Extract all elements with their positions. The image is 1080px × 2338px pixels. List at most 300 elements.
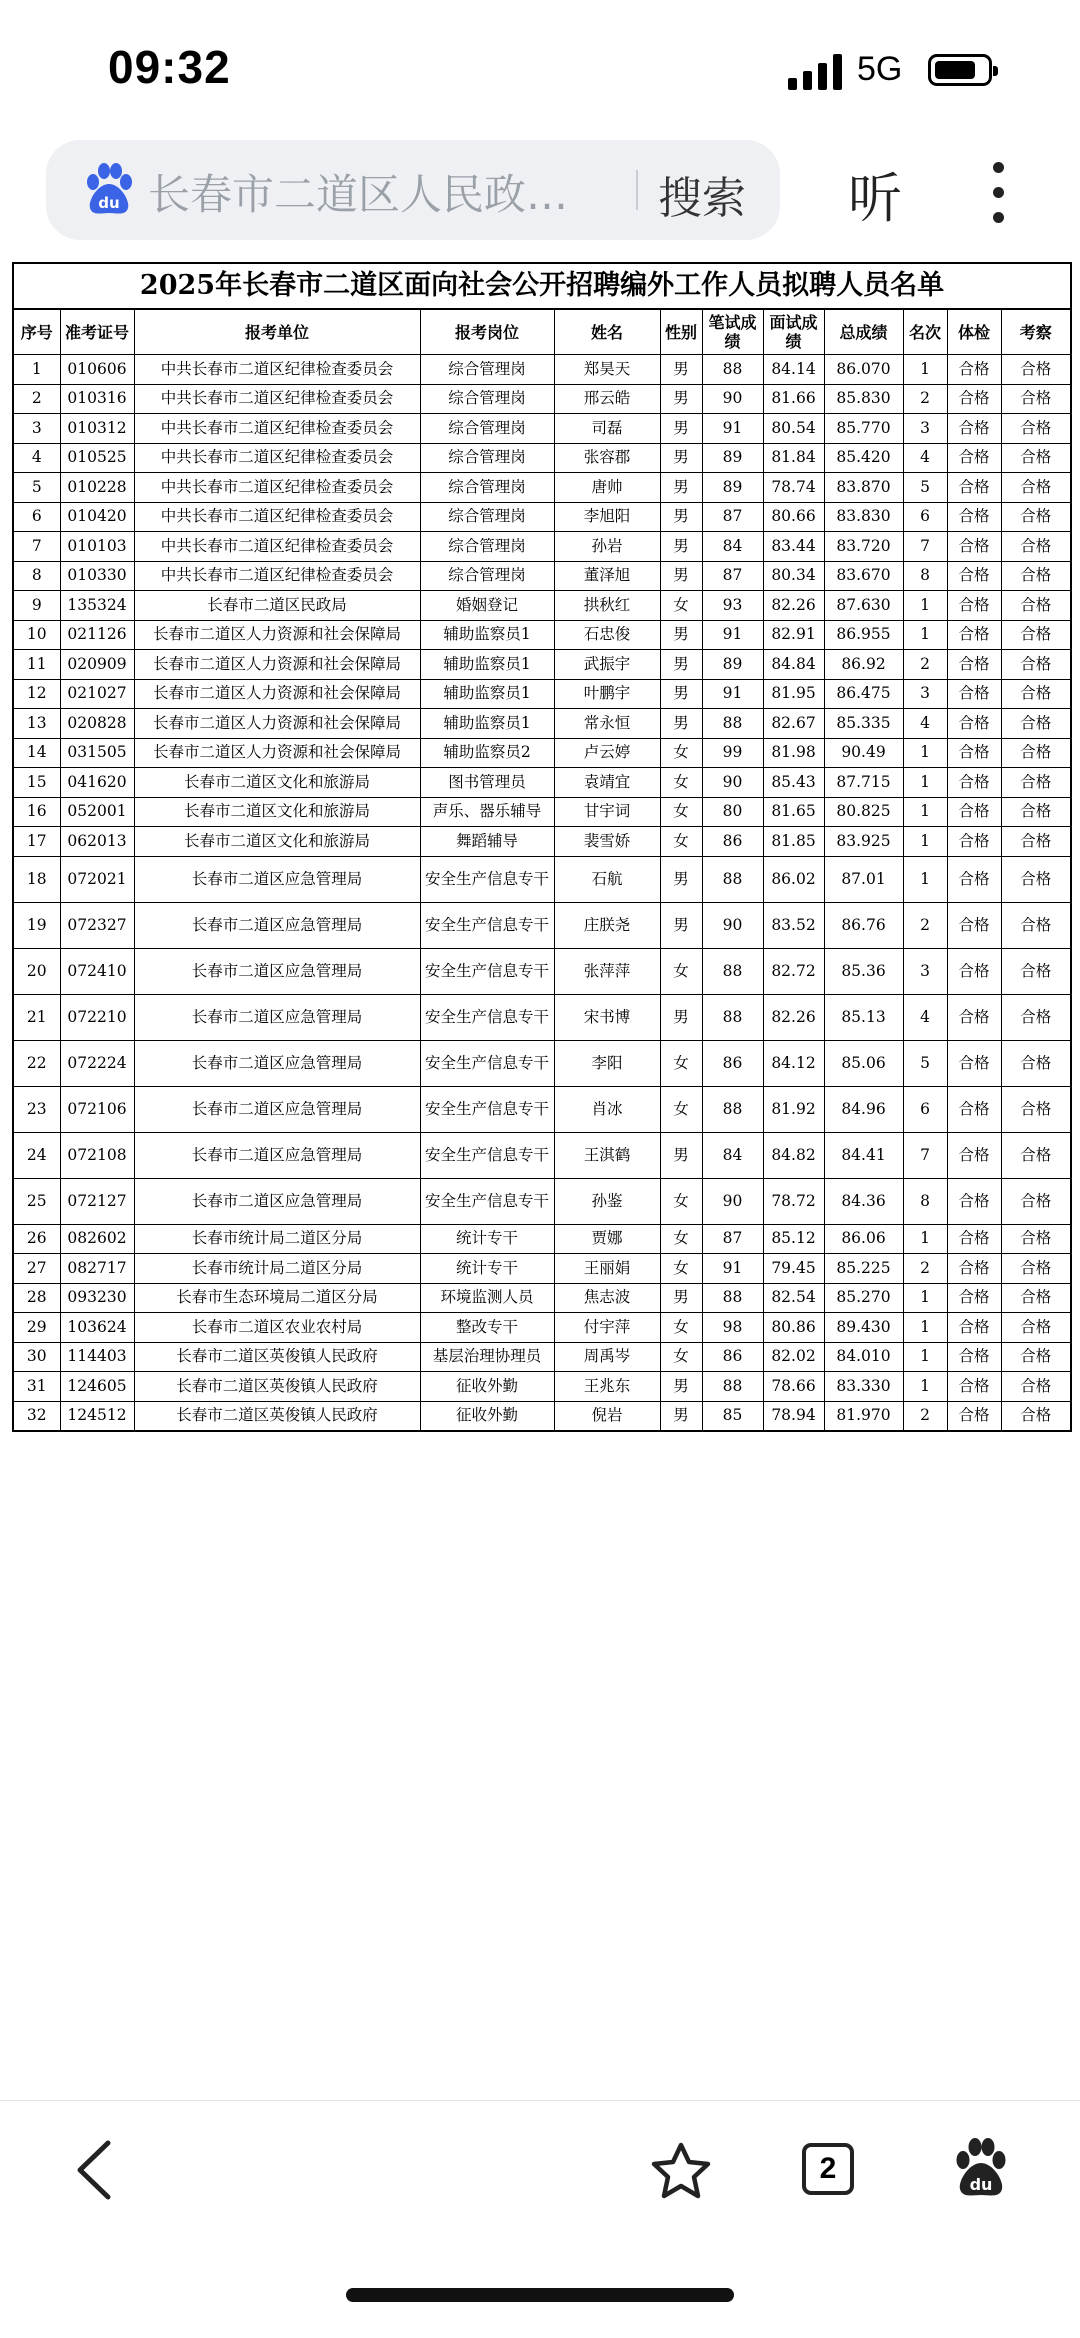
table-cell: 23 — [14, 1086, 60, 1132]
table-cell: 贾娜 — [554, 1224, 660, 1254]
table-row — [14, 591, 1070, 621]
table-cell: 长春市二道区人力资源和社会保障局 — [134, 709, 420, 739]
table-cell: 女 — [660, 948, 702, 994]
table-cell: 103624 — [60, 1313, 134, 1343]
table-cell: 合格 — [947, 443, 1001, 473]
table-cell: 中共长春市二道区纪律检查委员会 — [134, 561, 420, 591]
cellular-signal-icon — [788, 54, 844, 90]
table-cell: 22 — [14, 1040, 60, 1086]
table-cell: 女 — [660, 1178, 702, 1224]
table-cell: 张容郡 — [554, 443, 660, 473]
table-cell: 征收外勤 — [420, 1401, 554, 1430]
table-cell: 综合管理岗 — [420, 414, 554, 444]
table-cell: 长春市二道区应急管理局 — [134, 1086, 420, 1132]
table-row — [14, 1178, 1070, 1224]
table-cell: 安全生产信息专干 — [420, 902, 554, 948]
table-row — [14, 1224, 1070, 1254]
table-row — [14, 709, 1070, 739]
table-cell: 合格 — [1001, 856, 1070, 902]
table-cell: 82.72 — [763, 948, 824, 994]
table-cell: 88 — [702, 1283, 763, 1313]
table-cell: 81.98 — [763, 738, 824, 768]
table-row — [14, 1132, 1070, 1178]
search-button[interactable]: 搜索 — [658, 173, 746, 224]
table-cell: 84.41 — [824, 1132, 903, 1178]
table-row — [14, 1401, 1070, 1430]
table-cell: 072127 — [60, 1178, 134, 1224]
table-cell: 辅助监察员1 — [420, 709, 554, 739]
table-cell: 20 — [14, 948, 60, 994]
table-cell: 王丽娟 — [554, 1254, 660, 1284]
table-cell: 88 — [702, 856, 763, 902]
table-row — [14, 1254, 1070, 1284]
table-cell: 安全生产信息专干 — [420, 1178, 554, 1224]
table-cell: 84.96 — [824, 1086, 903, 1132]
table-cell: 072210 — [60, 994, 134, 1040]
table-cell: 中共长春市二道区纪律检查委员会 — [134, 384, 420, 414]
table-cell: 安全生产信息专干 — [420, 948, 554, 994]
table-cell: 90 — [702, 1178, 763, 1224]
table-cell: 010420 — [60, 502, 134, 532]
table-cell: 1 — [903, 738, 947, 768]
document-title: 2025年长春市二道区面向社会公开招聘编外工作人员拟聘人员名单 — [14, 264, 1070, 310]
table-cell: 男 — [660, 1132, 702, 1178]
table-cell: 17 — [14, 827, 60, 857]
table-cell: 女 — [660, 738, 702, 768]
table-cell: 3 — [903, 679, 947, 709]
table-cell: 3 — [903, 414, 947, 444]
table-body — [14, 355, 1070, 1431]
table-cell: 15 — [14, 768, 60, 798]
table-cell: 长春市二道区英俊镇人民政府 — [134, 1372, 420, 1402]
table-cell: 88 — [702, 355, 763, 385]
table-cell: 2 — [903, 384, 947, 414]
table-cell: 86 — [702, 1040, 763, 1086]
table-cell: 女 — [660, 1086, 702, 1132]
table-cell: 统计专干 — [420, 1224, 554, 1254]
table-cell: 石忠俊 — [554, 620, 660, 650]
table-cell: 3 — [14, 414, 60, 444]
table-cell: 89 — [702, 650, 763, 680]
table-row — [14, 532, 1070, 562]
table-cell: 9 — [14, 591, 60, 621]
table-row — [14, 768, 1070, 798]
table-cell: 合格 — [1001, 473, 1070, 503]
table-cell: 合格 — [1001, 532, 1070, 562]
table-cell: 合格 — [947, 1086, 1001, 1132]
table-cell: 合格 — [947, 768, 1001, 798]
table-cell: 合格 — [947, 679, 1001, 709]
table-cell: 综合管理岗 — [420, 443, 554, 473]
document-page — [12, 262, 1072, 1432]
table-cell: 合格 — [1001, 502, 1070, 532]
table-cell: 87.01 — [824, 856, 903, 902]
table-cell: 83.830 — [824, 502, 903, 532]
table-cell: 2 — [903, 1401, 947, 1430]
home-indicator[interactable] — [346, 2288, 734, 2302]
table-cell: 6 — [903, 502, 947, 532]
table-cell: 长春市二道区应急管理局 — [134, 856, 420, 902]
table-cell: 5 — [903, 1040, 947, 1086]
table-cell: 合格 — [947, 1254, 1001, 1284]
table-cell: 整改专干 — [420, 1313, 554, 1343]
table-cell: 88 — [702, 1372, 763, 1402]
table-cell: 辅助监察员1 — [420, 650, 554, 680]
table-cell: 86 — [702, 827, 763, 857]
table-cell: 辅助监察员1 — [420, 620, 554, 650]
table-cell: 124512 — [60, 1401, 134, 1430]
table-cell: 78.72 — [763, 1178, 824, 1224]
table-cell: 87 — [702, 502, 763, 532]
table-row — [14, 502, 1070, 532]
table-cell: 82.02 — [763, 1342, 824, 1372]
table-cell: 86.955 — [824, 620, 903, 650]
table-cell: 010103 — [60, 532, 134, 562]
table-cell: 合格 — [1001, 650, 1070, 680]
table-cell: 010228 — [60, 473, 134, 503]
table-cell: 合格 — [947, 650, 1001, 680]
table-cell: 合格 — [1001, 902, 1070, 948]
table-cell: 020909 — [60, 650, 134, 680]
table-cell: 倪岩 — [554, 1401, 660, 1430]
tabs-count-icon[interactable]: 2 — [802, 2143, 854, 2195]
table-cell: 87.715 — [824, 768, 903, 798]
table-cell: 付宇萍 — [554, 1313, 660, 1343]
table-cell: 1 — [903, 355, 947, 385]
table-cell: 长春市二道区文化和旅游局 — [134, 768, 420, 798]
table-cell: 16 — [14, 797, 60, 827]
table-cell: 81.95 — [763, 679, 824, 709]
table-cell: 男 — [660, 650, 702, 680]
search-bar[interactable] — [46, 140, 780, 240]
table-cell: 85.12 — [763, 1224, 824, 1254]
table-cell: 庄朕尧 — [554, 902, 660, 948]
table-cell: 女 — [660, 1313, 702, 1343]
table-cell: 长春市二道区应急管理局 — [134, 1132, 420, 1178]
table-cell: 87.630 — [824, 591, 903, 621]
table-cell: 合格 — [947, 827, 1001, 857]
table-cell: 82.54 — [763, 1283, 824, 1313]
table-cell: 唐帅 — [554, 473, 660, 503]
table-cell: 82.26 — [763, 994, 824, 1040]
table-cell: 合格 — [1001, 1040, 1070, 1086]
table-cell: 中共长春市二道区纪律检查委员会 — [134, 355, 420, 385]
table-cell: 4 — [903, 709, 947, 739]
table-cell: 合格 — [1001, 709, 1070, 739]
table-cell: 安全生产信息专干 — [420, 1040, 554, 1086]
table-cell: 图书管理员 — [420, 768, 554, 798]
table-row — [14, 620, 1070, 650]
table-cell: 82.67 — [763, 709, 824, 739]
table-cell: 83.870 — [824, 473, 903, 503]
search-query-text[interactable]: 长春市二道区人民政… — [148, 170, 569, 219]
table-cell: 021126 — [60, 620, 134, 650]
back-arrow-icon[interactable] — [74, 2139, 114, 2201]
table-cell: 安全生产信息专干 — [420, 994, 554, 1040]
table-cell: 8 — [903, 1178, 947, 1224]
table-cell: 86.92 — [824, 650, 903, 680]
table-cell: 叶鹏宇 — [554, 679, 660, 709]
table-cell: 统计专干 — [420, 1254, 554, 1284]
table-cell: 91 — [702, 414, 763, 444]
table-cell: 11 — [14, 650, 60, 680]
table-cell: 86.76 — [824, 902, 903, 948]
table-cell: 2 — [903, 1254, 947, 1284]
table-cell: 30 — [14, 1342, 60, 1372]
table-cell: 020828 — [60, 709, 134, 739]
table-cell: 中共长春市二道区纪律检查委员会 — [134, 443, 420, 473]
table-row — [14, 561, 1070, 591]
table-cell: 安全生产信息专干 — [420, 1086, 554, 1132]
table-cell: 男 — [660, 709, 702, 739]
header-cell: 笔试成绩 — [702, 310, 763, 355]
table-cell: 孙鉴 — [554, 1178, 660, 1224]
table-cell: 83.925 — [824, 827, 903, 857]
table-cell: 长春市二道区应急管理局 — [134, 902, 420, 948]
table-cell: 88 — [702, 948, 763, 994]
table-row — [14, 902, 1070, 948]
table-cell: 男 — [660, 902, 702, 948]
table-cell: 甘宇词 — [554, 797, 660, 827]
table-cell: 85.830 — [824, 384, 903, 414]
table-cell: 114403 — [60, 1342, 134, 1372]
table-cell: 1 — [903, 1283, 947, 1313]
table-cell: 78.66 — [763, 1372, 824, 1402]
table-cell: 81.65 — [763, 797, 824, 827]
listen-button[interactable]: 听 — [848, 167, 902, 230]
table-cell: 合格 — [947, 948, 1001, 994]
battery-icon — [928, 54, 992, 86]
header-cell: 姓名 — [554, 310, 660, 355]
table-cell: 合格 — [947, 1283, 1001, 1313]
table-cell: 19 — [14, 902, 60, 948]
table-cell: 合格 — [947, 856, 1001, 902]
table-cell: 83.720 — [824, 532, 903, 562]
table-cell: 6 — [14, 502, 60, 532]
table-cell: 周禹岑 — [554, 1342, 660, 1372]
table-cell: 男 — [660, 384, 702, 414]
table-cell: 男 — [660, 1283, 702, 1313]
table-cell: 合格 — [947, 709, 1001, 739]
table-cell: 辅助监察员1 — [420, 679, 554, 709]
table-cell: 合格 — [947, 1040, 1001, 1086]
table-cell: 072410 — [60, 948, 134, 994]
table-cell: 1 — [903, 620, 947, 650]
table-cell: 29 — [14, 1313, 60, 1343]
table-cell: 010330 — [60, 561, 134, 591]
table-cell: 80.66 — [763, 502, 824, 532]
table-cell: 女 — [660, 591, 702, 621]
table-cell: 87 — [702, 1224, 763, 1254]
table-cell: 072108 — [60, 1132, 134, 1178]
header-cell: 面试成绩 — [763, 310, 824, 355]
table-cell: 男 — [660, 679, 702, 709]
table-cell: 男 — [660, 532, 702, 562]
table-row — [14, 1086, 1070, 1132]
table-row — [14, 994, 1070, 1040]
table-cell: 综合管理岗 — [420, 502, 554, 532]
table-cell: 85.420 — [824, 443, 903, 473]
table-cell: 88 — [702, 994, 763, 1040]
table-cell: 长春市二道区农业农村局 — [134, 1313, 420, 1343]
table-cell: 长春市二道区应急管理局 — [134, 1178, 420, 1224]
table-cell: 舞蹈辅导 — [420, 827, 554, 857]
table-cell: 郑昊天 — [554, 355, 660, 385]
table-cell: 长春市二道区人力资源和社会保障局 — [134, 738, 420, 768]
table-cell: 合格 — [947, 591, 1001, 621]
table-cell: 84.12 — [763, 1040, 824, 1086]
table-cell: 99 — [702, 738, 763, 768]
table-cell: 中共长春市二道区纪律检查委员会 — [134, 502, 420, 532]
baidu-paw-icon — [80, 162, 136, 218]
table-cell: 合格 — [1001, 561, 1070, 591]
table-cell: 7 — [903, 532, 947, 562]
results-table — [14, 310, 1070, 1430]
table-cell: 婚姻登记 — [420, 591, 554, 621]
header-cell: 序号 — [14, 310, 60, 355]
table-cell: 91 — [702, 1254, 763, 1284]
table-cell: 80.34 — [763, 561, 824, 591]
table-cell: 1 — [903, 1342, 947, 1372]
table-cell: 司磊 — [554, 414, 660, 444]
table-cell: 长春市二道区应急管理局 — [134, 1040, 420, 1086]
table-cell: 合格 — [1001, 384, 1070, 414]
table-cell: 合格 — [1001, 797, 1070, 827]
table-cell: 合格 — [1001, 1401, 1070, 1430]
table-cell: 卢云婷 — [554, 738, 660, 768]
table-cell: 2 — [903, 650, 947, 680]
header-cell: 总成绩 — [824, 310, 903, 355]
table-cell: 4 — [903, 994, 947, 1040]
header-cell: 准考证号 — [60, 310, 134, 355]
table-cell: 女 — [660, 1254, 702, 1284]
table-cell: 031505 — [60, 738, 134, 768]
table-cell: 91 — [702, 679, 763, 709]
table-cell: 14 — [14, 738, 60, 768]
table-cell: 合格 — [1001, 355, 1070, 385]
table-cell: 84.010 — [824, 1342, 903, 1372]
table-cell: 81.66 — [763, 384, 824, 414]
table-cell: 男 — [660, 355, 702, 385]
table-cell: 合格 — [1001, 1178, 1070, 1224]
table-cell: 85 — [702, 1401, 763, 1430]
table-cell: 合格 — [1001, 827, 1070, 857]
table-cell: 86.070 — [824, 355, 903, 385]
table-cell: 安全生产信息专干 — [420, 1132, 554, 1178]
table-cell: 135324 — [60, 591, 134, 621]
status-bar — [0, 0, 1080, 130]
table-cell: 邢云皓 — [554, 384, 660, 414]
table-cell: 长春市二道区英俊镇人民政府 — [134, 1342, 420, 1372]
table-cell: 合格 — [947, 1372, 1001, 1402]
table-cell: 长春市统计局二道区分局 — [134, 1254, 420, 1284]
table-cell: 2 — [903, 902, 947, 948]
table-row — [14, 738, 1070, 768]
table-cell: 合格 — [1001, 1342, 1070, 1372]
table-cell: 072224 — [60, 1040, 134, 1086]
header-cell: 名次 — [903, 310, 947, 355]
table-cell: 合格 — [947, 797, 1001, 827]
table-cell: 石航 — [554, 856, 660, 902]
table-cell: 男 — [660, 1372, 702, 1402]
table-cell: 男 — [660, 414, 702, 444]
table-cell: 1 — [903, 827, 947, 857]
table-cell: 肖冰 — [554, 1086, 660, 1132]
table-cell: 13 — [14, 709, 60, 739]
table-cell: 85.36 — [824, 948, 903, 994]
table-cell: 王兆东 — [554, 1372, 660, 1402]
table-cell: 28 — [14, 1283, 60, 1313]
table-row — [14, 948, 1070, 994]
table-cell: 长春市二道区文化和旅游局 — [134, 797, 420, 827]
table-cell: 中共长春市二道区纪律检查委员会 — [134, 532, 420, 562]
table-row — [14, 1040, 1070, 1086]
table-cell: 董泽旭 — [554, 561, 660, 591]
table-cell: 84 — [702, 1132, 763, 1178]
table-cell: 84.36 — [824, 1178, 903, 1224]
table-cell: 86.475 — [824, 679, 903, 709]
table-cell: 84.14 — [763, 355, 824, 385]
table-cell: 072327 — [60, 902, 134, 948]
network-type: 5G — [857, 50, 903, 88]
table-cell: 1 — [903, 1224, 947, 1254]
table-cell: 26 — [14, 1224, 60, 1254]
table-cell: 合格 — [947, 902, 1001, 948]
table-cell: 27 — [14, 1254, 60, 1284]
table-cell: 88 — [702, 1086, 763, 1132]
table-cell: 32 — [14, 1401, 60, 1430]
bottom-toolbar — [0, 2100, 1080, 2338]
table-cell: 男 — [660, 856, 702, 902]
table-cell: 86 — [702, 1342, 763, 1372]
table-cell: 81.85 — [763, 827, 824, 857]
table-cell: 90 — [702, 768, 763, 798]
table-cell: 征收外勤 — [420, 1372, 554, 1402]
table-cell: 10 — [14, 620, 60, 650]
header-cell: 报考岗位 — [420, 310, 554, 355]
table-cell: 长春市二道区民政局 — [134, 591, 420, 621]
table-cell: 010316 — [60, 384, 134, 414]
table-cell: 拱秋红 — [554, 591, 660, 621]
table-cell: 张萍萍 — [554, 948, 660, 994]
table-row — [14, 443, 1070, 473]
baidu-home-icon[interactable] — [950, 2137, 1010, 2201]
table-cell: 85.06 — [824, 1040, 903, 1086]
table-cell: 87 — [702, 561, 763, 591]
table-cell: 24 — [14, 1132, 60, 1178]
more-menu-icon[interactable] — [990, 160, 1006, 226]
table-cell: 82.91 — [763, 620, 824, 650]
header-cell: 报考单位 — [134, 310, 420, 355]
status-time: 09:32 — [108, 41, 231, 93]
table-row — [14, 1283, 1070, 1313]
table-cell: 3 — [903, 948, 947, 994]
table-cell: 1 — [903, 768, 947, 798]
table-cell: 中共长春市二道区纪律检查委员会 — [134, 414, 420, 444]
table-cell: 裴雪娇 — [554, 827, 660, 857]
table-cell: 1 — [903, 1313, 947, 1343]
table-cell: 81.92 — [763, 1086, 824, 1132]
table-cell: 8 — [903, 561, 947, 591]
table-cell: 83.44 — [763, 532, 824, 562]
bookmark-star-icon[interactable] — [650, 2141, 712, 2201]
table-cell: 90 — [702, 902, 763, 948]
table-cell: 合格 — [1001, 1086, 1070, 1132]
table-row — [14, 797, 1070, 827]
table-cell: 综合管理岗 — [420, 355, 554, 385]
table-cell: 袁靖宜 — [554, 768, 660, 798]
table-cell: 85.225 — [824, 1254, 903, 1284]
